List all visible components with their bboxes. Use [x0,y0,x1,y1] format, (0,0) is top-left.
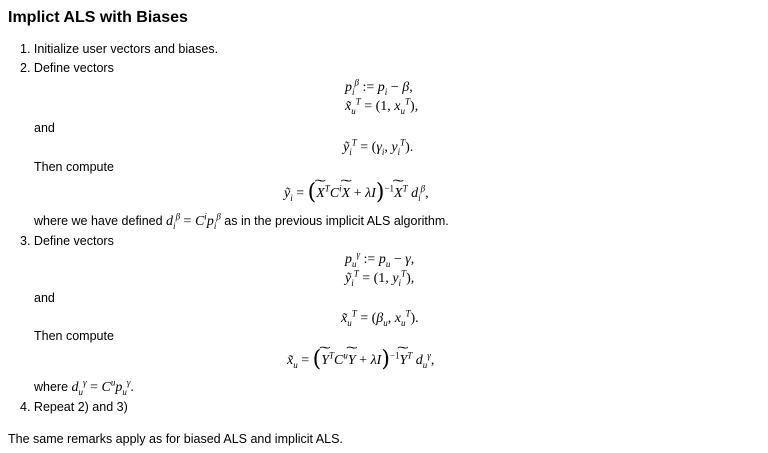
step-4-text: Repeat 2) and 3) [33,400,128,414]
equation-y-tilde-2: ỹ$_i^T$ = (1, $y_i^T$), [345,268,415,288]
equation-x-update: $x̃_u$ = (˜ $Y^TC^u˜$ Y + λI)$^{-1}$˜ $Y^T$ $d_u^\gamma$, [287,347,434,372]
where-d-gamma-line [34,377,134,397]
equation-x-tilde-2: $x̃_u^T = (\beta_u$, $x_u^T$). [341,308,419,328]
step-1-text: Initialize user vectors and biases. [33,42,219,56]
step-4-number: 4. [20,400,31,414]
definition-d-gamma: $d_u^\gamma = C^up_u^\gamma$. [71,377,134,397]
page-title: Implict ALS with Biases [8,9,188,26]
equation-x-tilde: $x̃_u^T = (1$, $x_u^T$), [345,96,419,116]
then-compute-label-1: Then compute [34,160,114,174]
step-2-text: Define vectors [33,61,114,75]
footer-remark: The same remarks apply as for biased ALS and implicit ALS. [8,432,343,446]
step-3-text: Define vectors [33,234,114,248]
equation-p-gamma: $p_u^\gamma$ := $p_u - \gamma$, [345,249,415,269]
equation-y-tilde: ỹ$_i^T$ = ($\gamma_i$, $y_i^T$). [343,137,414,157]
step-2 [20,61,114,75]
step-1 [20,42,218,56]
step-3 [20,234,114,248]
and-label-1: and [34,121,55,135]
step-2-number: 2. [20,61,31,75]
step-3-number: 3. [20,234,31,248]
step-4 [20,400,128,414]
where-defined-prefix: where we have defined [34,214,163,228]
where-defined-suffix: as in the previous implicit ALS algorithm. [224,214,449,228]
and-label-2: and [34,291,55,305]
step-1-number: 1. [20,42,31,56]
where-label: where [34,380,69,394]
equation-p-beta: $p_i^\beta$ := $p_i - \beta$, [345,77,413,97]
equation-y-update: ỹ$_i$ = (˜ $X^TC^i˜$ X + λI)$^{-1}$˜ $X^T$ $d_i^\beta$, [284,180,429,205]
then-compute-label-2: Then compute [34,329,114,343]
where-defined-line [34,211,449,231]
definition-d-beta: $d_i^\beta = C^ip_i^\beta$ [166,211,221,231]
